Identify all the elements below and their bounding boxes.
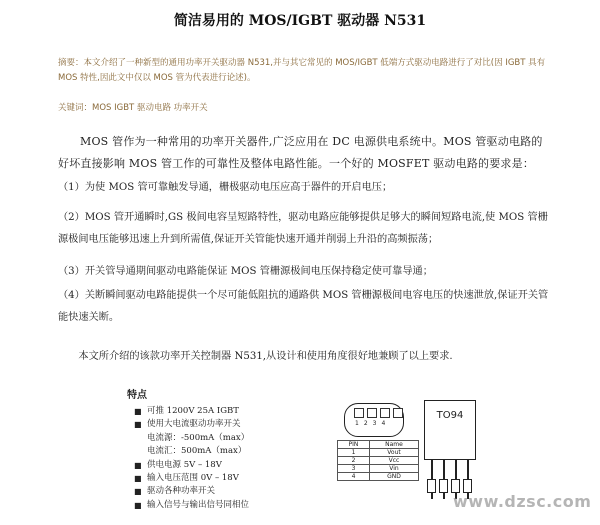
bullet-icon: ■ [134,500,142,510]
pin-number: 3 [372,420,377,427]
package-outline [344,403,404,437]
requirement-3: （3）开关管导通期间驱动电路能保证 MOS 管栅源极间电压保持稳定使可靠导通； [58,266,433,277]
name-column-header: Name [370,441,419,449]
feature-item [127,459,327,472]
pin-number: 2 [363,420,368,427]
requirement-2: （2）MOS 管开通瞬时,GS 极间电容呈短路特性，驱动电路应能够提供足够大的瞬间短路电流,使 MOS 管栅源极间电压能够迅速上升到所需值,保证开关管能快速开通并削弱上升沿的高频振荡； [58,212,548,245]
feature-item [127,405,327,418]
feature-item [127,445,327,458]
feature-text: 电流汇：500mA（max） [147,446,247,457]
table-row [338,449,419,457]
table-row [338,465,419,473]
keywords-line: 关键词：MOS IGBT 驱动电路 功率开关 [58,103,208,113]
bullet-icon: ■ [134,487,142,497]
pin-table [337,440,419,481]
pin-cell: 3 [338,465,370,473]
feature-item [127,432,327,445]
feature-item [127,472,327,485]
features-heading: 特点 [127,390,147,401]
table-header-row [338,441,419,449]
lead-pad [463,479,472,493]
bullet-icon: ■ [134,407,142,416]
pin-pad [380,408,390,418]
bullet-icon: ■ [134,420,142,430]
lead-pad [427,479,436,493]
table-row [338,457,419,465]
package-pins [354,408,403,418]
name-cell: Vout [370,449,419,457]
feature-text: 供电电源 5V – 18V [147,459,222,470]
site-watermark: www.dzsc.com [453,492,592,511]
to94-package-drawing [424,400,476,460]
bullet-icon: ■ [134,474,142,484]
feature-item [127,499,327,512]
feature-text: 电流源：-500mA（max） [147,432,250,443]
lead-pad [439,479,448,493]
package-label: TO94 [436,410,464,421]
feature-text: 使用大电流驱动功率开关 [147,419,241,430]
feature-text: 可推 1200V 25A IGBT [147,406,239,416]
pin-pad [354,408,364,418]
feature-text: 输入电压范围 0V – 18V [147,473,239,484]
pin-cell: 2 [338,457,370,465]
feature-item [127,418,327,431]
bullet-icon: ■ [134,460,142,470]
feature-text: 驱动各种功率开关 [147,486,216,497]
requirement-1: （1）为使 MOS 管可靠触发导通，栅极驱动电压应高于器件的开启电压； [58,182,393,193]
pin-pad [367,408,377,418]
intro-paragraph: MOS 管作为一种常用的功率开关器件,广泛应用在 DC 电源供电系统中。MOS 管驱动电路的好坏直接影响 MOS 管工作的可靠性及整体电路性能。一个好的 MOSFET 驱动电路的要求是： [58,135,543,170]
pin-pad [393,408,403,418]
pin-column-header: PIN [338,441,370,449]
requirement-4: （4）关断瞬间驱动电路能提供一个尽可能低阻抗的通路供 MOS 管栅源极间电容电压的快速泄放,保证开关管能快速关断。 [58,290,549,323]
name-cell: GND [370,473,419,481]
pin-cell: 4 [338,473,370,481]
pin-number: 4 [381,420,386,427]
name-cell: Vin [370,465,419,473]
name-cell: Vcc [370,457,419,465]
features-list [127,405,327,512]
features-block [127,386,327,512]
pin-numbers [355,420,385,427]
pin-number: 1 [355,420,359,427]
closing-paragraph: 本文所介绍的该款功率开关控制器 N531,从设计和使用角度很好地兼顾了以上要求. [78,351,453,362]
abstract-paragraph: 摘要：本文介绍了一种新型的通用功率开关驱动器 N531,并与其它常见的 MOS/IGBT 低端方式驱动电路进行了对比(因 IGBT 具有 MOS 特性,因此文中仅以 MOS 管为代表进行论述)。 [58,58,546,83]
document-title: 简洁易用的 MOS/IGBT 驱动器 N531 [173,13,427,29]
feature-text: 输入信号与输出信号同相位 [147,499,250,510]
table-row [338,473,419,481]
lead-pad [451,479,460,493]
feature-item [127,485,327,498]
pin-cell: 1 [338,449,370,457]
